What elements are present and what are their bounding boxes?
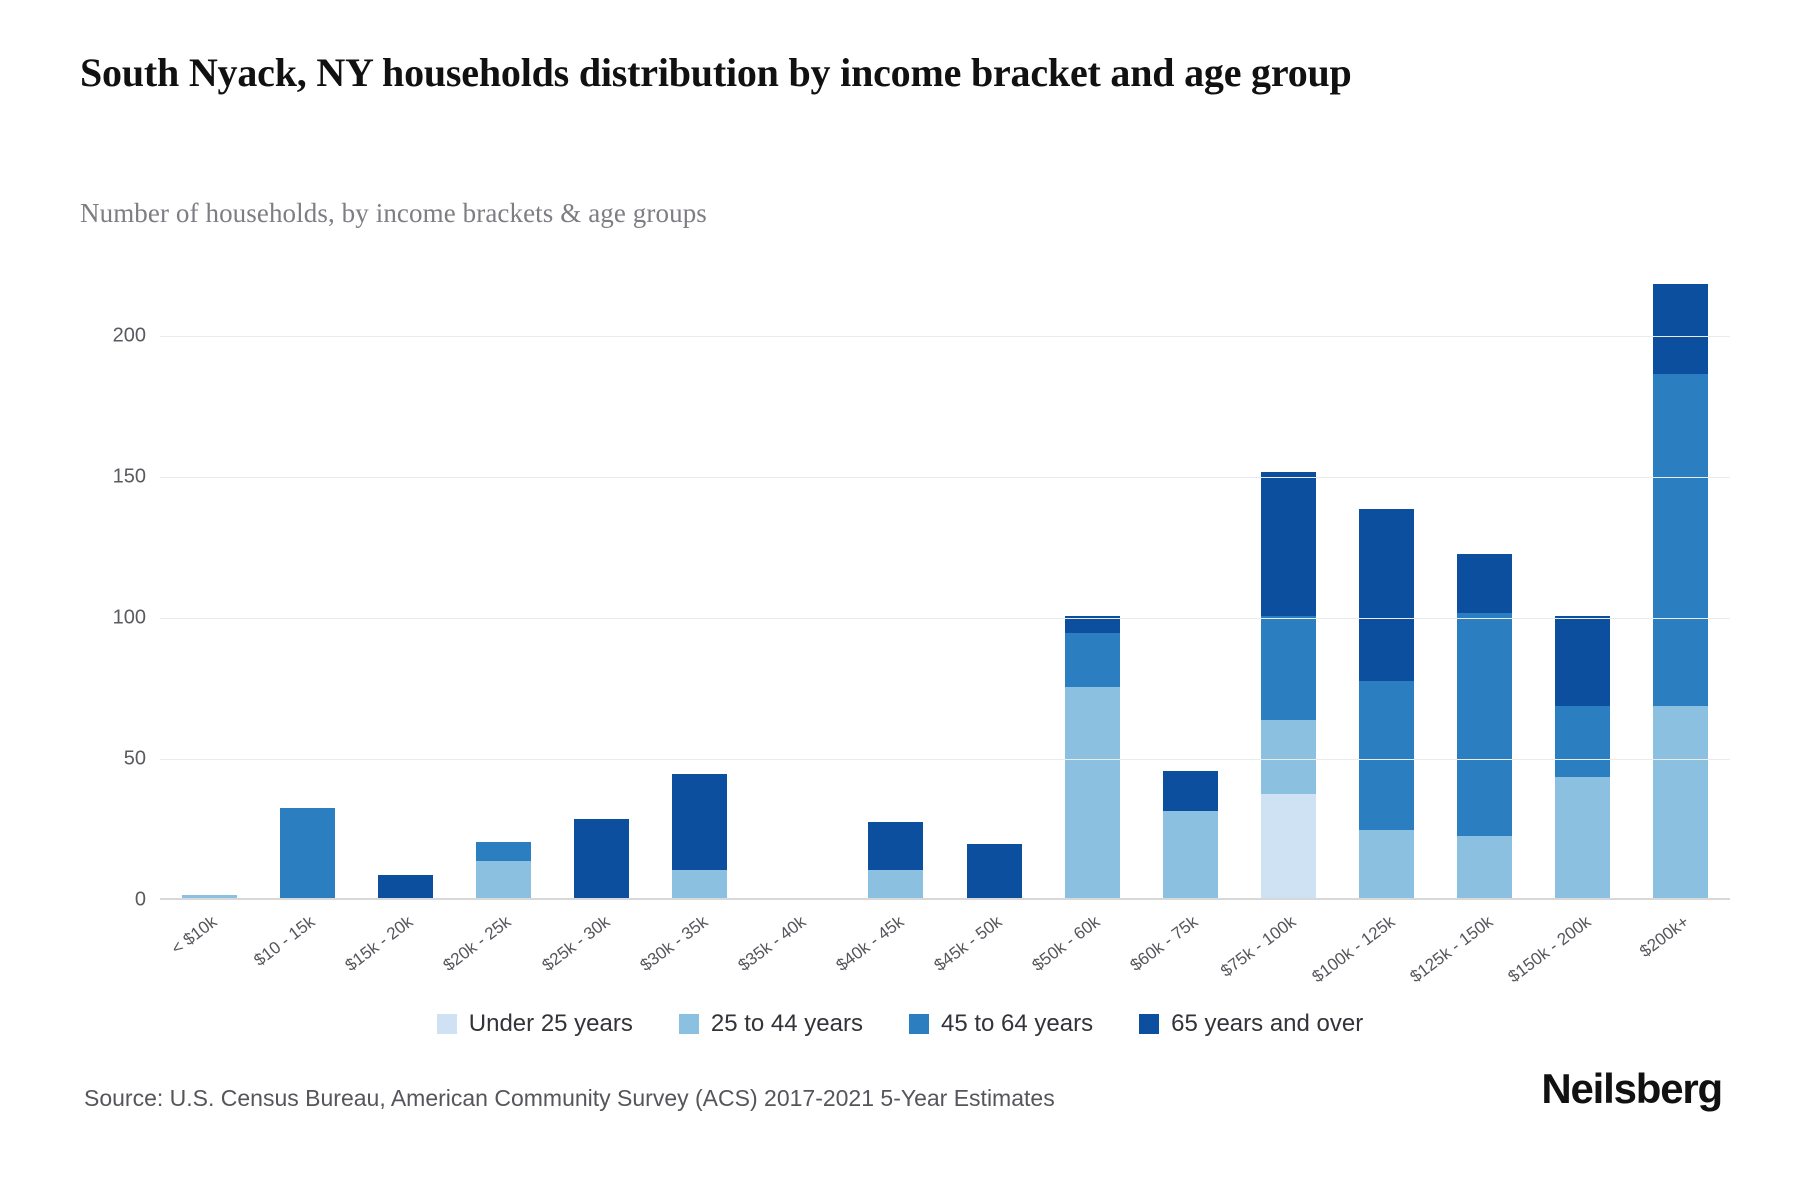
y-axis-tick-label: 200 <box>112 324 146 347</box>
legend-item[interactable] <box>909 1010 1093 1038</box>
bar-segment[interactable] <box>1457 613 1512 836</box>
gridline <box>160 477 1730 478</box>
chart-legend <box>0 1010 1800 1038</box>
bar-segment[interactable] <box>1457 836 1512 898</box>
bar-column[interactable] <box>454 280 552 898</box>
bar-segment[interactable] <box>1653 706 1708 898</box>
x-axis-tick <box>1126 906 1239 996</box>
bar-stack <box>868 822 923 898</box>
x-axis-tick <box>832 906 945 996</box>
legend-item[interactable] <box>679 1010 863 1038</box>
bar-stack <box>1065 616 1120 898</box>
bar-segment[interactable] <box>574 819 629 898</box>
bar-column[interactable] <box>1436 280 1534 898</box>
bar-stack <box>476 842 531 898</box>
bar-column[interactable] <box>1338 280 1436 898</box>
bar-group <box>160 280 1730 898</box>
y-axis <box>80 280 160 911</box>
x-axis-tick-label: $45k - 50k <box>930 912 1006 975</box>
bar-stack <box>1163 771 1218 898</box>
x-axis-tick <box>440 906 552 996</box>
bar-segment[interactable] <box>1457 554 1512 613</box>
bar-stack <box>672 774 727 898</box>
bar-stack <box>1457 554 1512 898</box>
brand-logo: Neilsberg <box>1541 1065 1722 1112</box>
x-axis-tick-label: $200k+ <box>1636 912 1693 962</box>
x-axis-tick-label: $40k - 45k <box>832 912 908 975</box>
bar-segment[interactable] <box>1261 472 1316 616</box>
x-axis-tick-label: $20k - 25k <box>440 912 515 975</box>
legend-swatch <box>437 1014 457 1034</box>
legend-label: 65 years and over <box>1171 1010 1364 1037</box>
y-axis-tick-label: 0 <box>134 888 146 911</box>
bar-segment[interactable] <box>1653 284 1708 374</box>
bar-segment[interactable] <box>1163 771 1218 810</box>
bar-segment[interactable] <box>476 861 531 898</box>
bar-segment[interactable] <box>672 870 727 898</box>
gridline <box>160 336 1730 337</box>
page-subtitle: Number of households, by income brackets & age groups <box>80 198 707 228</box>
legend-item[interactable] <box>437 1010 633 1038</box>
x-axis-tick-label: $25k - 30k <box>538 912 613 975</box>
legend-swatch <box>909 1014 929 1034</box>
bar-segment[interactable] <box>378 875 433 898</box>
plot-area <box>80 280 1730 987</box>
bar-segment[interactable] <box>1359 681 1414 830</box>
legend-item[interactable] <box>1139 1010 1363 1038</box>
page-title: South Nyack, NY households distribution by income bracket and age group <box>80 50 1352 95</box>
x-axis-tick <box>1632 906 1730 996</box>
bar-segment[interactable] <box>967 844 1022 898</box>
x-axis-line <box>160 898 1730 900</box>
bar-segment[interactable] <box>1653 374 1708 707</box>
x-axis-tick-label: $15k - 20k <box>341 912 417 975</box>
x-axis-tick-label: $30k - 35k <box>636 912 712 975</box>
x-axis-labels <box>160 906 1730 996</box>
x-axis-tick <box>930 906 1043 996</box>
bar-column[interactable] <box>1141 280 1239 898</box>
bar-stack <box>1555 616 1610 898</box>
bar-segment[interactable] <box>182 895 237 898</box>
bar-segment[interactable] <box>1359 509 1414 681</box>
bar-column[interactable] <box>1043 280 1141 898</box>
bar-segment[interactable] <box>1163 811 1218 898</box>
bar-column[interactable] <box>160 280 258 898</box>
bar-column[interactable] <box>847 280 945 898</box>
bar-column[interactable] <box>1534 280 1632 898</box>
bar-column[interactable] <box>553 280 651 898</box>
bar-segment[interactable] <box>1261 616 1316 720</box>
bar-stack <box>1261 472 1316 898</box>
bar-stack <box>1653 284 1708 898</box>
gridline <box>160 618 1730 619</box>
legend-label: Under 25 years <box>468 1010 633 1037</box>
bar-segment[interactable] <box>1359 830 1414 898</box>
bar-stack <box>182 895 237 898</box>
bar-segment[interactable] <box>1261 720 1316 793</box>
legend-swatch <box>1139 1014 1159 1034</box>
x-axis-tick-label: $50k - 60k <box>1028 912 1104 975</box>
x-axis-tick <box>160 906 258 996</box>
bar-column[interactable] <box>651 280 749 898</box>
legend-label: 25 to 44 years <box>710 1010 863 1037</box>
legend-label: 45 to 64 years <box>940 1010 1094 1037</box>
x-axis-tick-label: $60k - 75k <box>1126 912 1202 975</box>
gridline <box>160 759 1730 760</box>
bar-segment[interactable] <box>672 774 727 870</box>
x-axis-tick-label: $35k - 40k <box>734 912 810 975</box>
x-axis-tick <box>250 906 356 996</box>
y-axis-tick-label: 100 <box>112 606 146 629</box>
y-axis-tick-label: 50 <box>123 747 146 770</box>
bar-segment[interactable] <box>1555 706 1610 776</box>
bar-column[interactable] <box>356 280 454 898</box>
x-axis-tick-label: $75k - 100k <box>1217 912 1300 981</box>
bar-column[interactable] <box>945 280 1043 898</box>
source-note: Source: U.S. Census Bureau, American Community Survey (ACS) 2017-2021 5-Year Estimates <box>84 1085 1055 1111</box>
bar-segment[interactable] <box>1065 633 1120 687</box>
bar-segment[interactable] <box>1555 777 1610 898</box>
bar-column[interactable] <box>1239 280 1337 898</box>
bar-stack <box>280 808 335 898</box>
bar-stack <box>574 819 629 898</box>
bar-stack <box>1359 509 1414 898</box>
bar-segment[interactable] <box>1261 794 1316 898</box>
x-axis-tick-label: < $10k <box>167 912 221 959</box>
bar-column[interactable] <box>1632 280 1730 898</box>
bar-segment[interactable] <box>868 870 923 898</box>
bar-column[interactable] <box>749 280 847 898</box>
bar-segment[interactable] <box>1065 687 1120 898</box>
x-axis-tick-label: $10 - 15k <box>250 912 319 970</box>
bar-stack <box>967 844 1022 898</box>
bar-segment[interactable] <box>476 842 531 862</box>
bar-segment[interactable] <box>280 808 335 898</box>
bar-column[interactable] <box>258 280 356 898</box>
x-axis-tick-label: $150k - 200k <box>1504 912 1595 987</box>
y-axis-tick-label: 150 <box>112 465 146 488</box>
x-axis-tick <box>1504 906 1632 996</box>
bar-segment[interactable] <box>868 822 923 870</box>
x-axis-tick <box>1028 906 1141 996</box>
x-axis-tick-label: $125k - 150k <box>1406 912 1497 987</box>
x-axis-tick-label: $100k - 125k <box>1308 912 1398 987</box>
bar-segment[interactable] <box>1555 616 1610 706</box>
bar-stack <box>378 875 433 898</box>
x-axis-tick <box>636 906 749 996</box>
x-axis-tick <box>538 906 651 996</box>
grid-area <box>160 280 1730 900</box>
x-axis-tick <box>341 906 454 996</box>
x-axis-tick <box>734 906 847 996</box>
legend-swatch <box>679 1014 699 1034</box>
